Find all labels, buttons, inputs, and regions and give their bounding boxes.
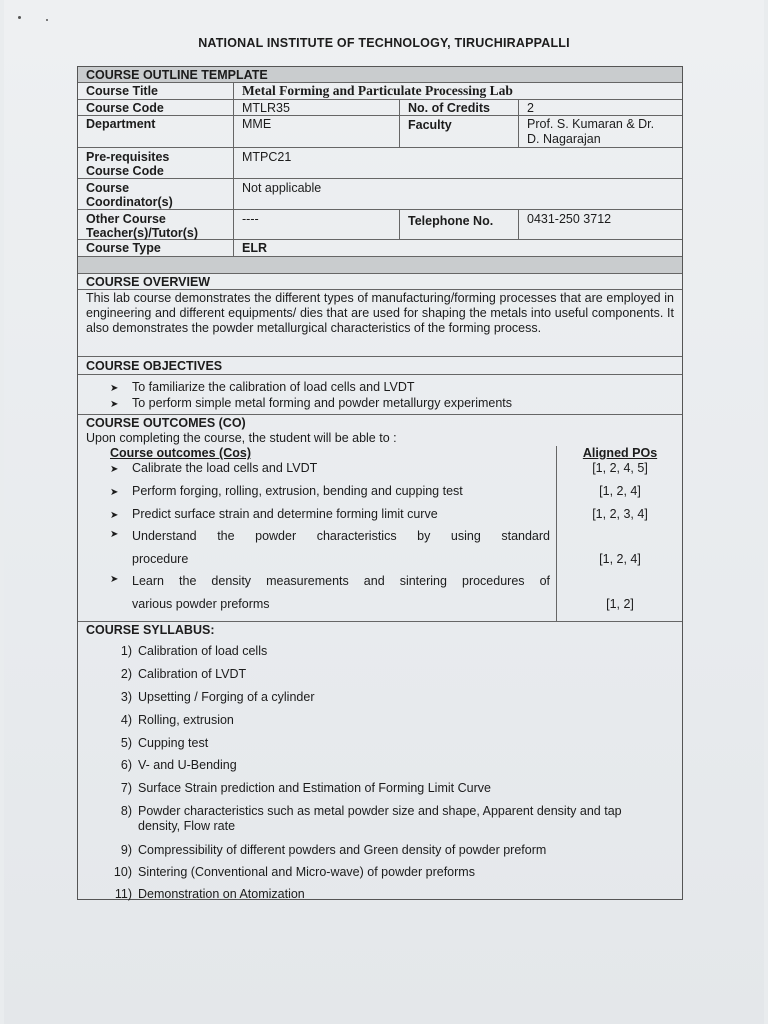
overview-body-row [78, 290, 682, 357]
other-teachers-label-line-2: Teacher(s)/Tutor(s) [86, 226, 199, 240]
course-type-row [78, 240, 682, 257]
syllabus-item-text: Powder characteristics such as metal powder size and shape, Apparent density and tap [138, 804, 622, 818]
prerequisites-value: MTPC21 [233, 148, 684, 178]
arrow-bullet-icon: ➤ [110, 487, 119, 498]
outcome-text-line-2: procedure [132, 552, 189, 566]
course-outline-table [77, 66, 683, 900]
overview-text: This lab course demonstrates the different types of manufacturing/forming processes that are employed in engineering and different equipments/ dies that are used for shaping the metals into useful components. It also demonstrates the powder metallurgical characteristics of the forming process. [86, 291, 674, 335]
syllabus-item-number: 11) [114, 887, 132, 901]
arrow-bullet-icon: ➤ [110, 529, 119, 540]
outcome-item [110, 484, 463, 498]
faculty-line-2: D. Nagarajan [527, 132, 601, 146]
arrow-bullet-icon: ➤ [110, 574, 119, 585]
course-code-value: MTLR35 [233, 100, 399, 115]
shaded-spacer-row [78, 257, 682, 274]
telephone-label: Telephone No. [399, 210, 518, 239]
other-teachers-label [78, 210, 233, 239]
template-title: COURSE OUTLINE TEMPLATE [86, 68, 268, 82]
arrow-bullet-icon: ➤ [110, 383, 119, 394]
outcome-pos: [1, 2, 4] [599, 552, 641, 566]
outcome-text-line-1: Understand the powder characteristics by using standard [132, 529, 550, 543]
outcome-pos: [1, 2] [606, 597, 634, 611]
course-type-label: Course Type [86, 241, 161, 255]
aligned-pos-column-header: Aligned POs [582, 446, 658, 460]
syllabus-item-number: 10) [113, 865, 132, 879]
outcome-text: Predict surface strain and determine forming limit curve [132, 507, 438, 521]
syllabus-item-text: Cupping test [138, 736, 209, 750]
syllabus-item-text: Surface Strain prediction and Estimation of Forming Limit Curve [138, 781, 491, 795]
course-code-label: Course Code [86, 101, 164, 115]
department-value: MME [233, 116, 399, 147]
outcomes-intro: Upon completing the course, the student will be able to : [86, 431, 397, 445]
syllabus-item [108, 887, 305, 902]
outcome-text: Perform forging, rolling, extrusion, bending and cupping test [132, 484, 463, 498]
syllabus-item [108, 736, 208, 751]
credits-value: 2 [518, 100, 684, 115]
overview-heading-row [78, 274, 682, 290]
syllabus-item-text: Compressibility of different powders and Green density of powder preform [138, 843, 547, 857]
syllabus-item [108, 667, 246, 682]
coordinator-value: Not applicable [233, 179, 684, 209]
outcome-text: Calibrate the load cells and LVDT [132, 461, 318, 475]
syllabus-item-text: Calibration of LVDT [138, 667, 247, 681]
objectives-heading-row [78, 357, 682, 375]
outcome-item [110, 529, 550, 566]
other-teachers-value: ---- [233, 210, 399, 239]
paper-speck [46, 19, 48, 21]
syllabus-item-text: Upsetting / Forging of a cylinder [138, 690, 315, 704]
syllabus-item-text: Demonstration on Atomization [138, 887, 305, 901]
prerequisites-label-line-2: Course Code [86, 164, 164, 178]
coordinator-row [78, 179, 682, 210]
arrow-bullet-icon: ➤ [110, 464, 119, 475]
arrow-bullet-icon: ➤ [110, 510, 119, 521]
other-teachers-row [78, 210, 682, 240]
prerequisites-row [78, 148, 682, 179]
syllabus-item [108, 781, 491, 796]
syllabus-item-number: 3) [120, 690, 132, 704]
prerequisites-label-line-1: Pre-requisites [86, 150, 170, 164]
syllabus-item [108, 690, 314, 705]
outcome-pos: [1, 2, 4] [599, 484, 641, 498]
outcome-item [110, 574, 550, 611]
course-code-row [78, 100, 682, 116]
template-title-row [78, 67, 682, 83]
objective-text: To perform simple metal forming and powder metallurgy experiments [132, 396, 513, 410]
syllabus-heading: COURSE SYLLABUS: [86, 623, 215, 637]
outcome-pos: [1, 2, 4, 5] [592, 461, 648, 475]
faculty-value [518, 116, 684, 147]
objective-text: To familiarize the calibration of load cells and LVDT [132, 380, 415, 394]
syllabus-item [108, 644, 267, 659]
syllabus-section [78, 622, 682, 901]
coordinator-label-line-1: Course [86, 181, 130, 195]
syllabus-item-number: 9) [120, 843, 132, 857]
other-teachers-label-line-1: Other Course [86, 212, 166, 226]
outcomes-heading: COURSE OUTCOMES (CO) [86, 416, 246, 430]
course-type-value: ELR [233, 240, 684, 256]
coordinator-label-line-2: Coordinator(s) [86, 195, 173, 209]
outcome-item [110, 461, 317, 475]
objective-item [110, 396, 512, 410]
course-title-label: Course Title [86, 84, 159, 98]
syllabus-item-number: 1) [120, 644, 132, 658]
syllabus-item-number: 6) [120, 758, 132, 772]
outcome-item [110, 507, 438, 521]
outcome-pos: [1, 2, 3, 4] [592, 507, 648, 521]
course-title-row [78, 83, 682, 100]
faculty-line-1: Prof. S. Kumaran & Dr. [527, 117, 655, 131]
telephone-value: 0431-250 3712 [518, 210, 684, 239]
faculty-label: Faculty [399, 116, 518, 147]
overview-heading: COURSE OVERVIEW [86, 275, 211, 289]
objectives-heading: COURSE OBJECTIVES [86, 359, 223, 373]
coordinator-label [78, 179, 233, 209]
syllabus-item-number: 2) [120, 667, 132, 681]
outcome-text-line-1: Learn the density measurements and sintering procedures of [132, 574, 550, 588]
syllabus-item-number: 7) [120, 781, 132, 795]
course-title-value: Metal Forming and Particulate Processing Lab [233, 83, 684, 99]
objective-item [110, 380, 415, 394]
syllabus-item-number: 5) [120, 736, 132, 750]
paper-speck [18, 16, 21, 19]
syllabus-item-text-continued: density, Flow rate [138, 819, 236, 833]
syllabus-item-text: Rolling, extrusion [138, 713, 234, 727]
syllabus-item [108, 843, 546, 858]
prerequisites-label [78, 148, 233, 178]
institute-heading: NATIONAL INSTITUTE OF TECHNOLOGY, TIRUCHIRAPPALLI [198, 36, 570, 50]
syllabus-item-text: Calibration of load cells [138, 644, 268, 658]
department-row [78, 116, 682, 148]
syllabus-item-number: 8) [120, 804, 132, 818]
syllabus-item-text: Sintering (Conventional and Micro-wave) of powder preforms [138, 865, 475, 879]
arrow-bullet-icon: ➤ [110, 399, 119, 410]
outcomes-column-header: Course outcomes (Cos) [110, 446, 251, 460]
syllabus-item-text-block [138, 804, 622, 834]
syllabus-item [108, 865, 475, 880]
syllabus-item-number: 4) [120, 713, 132, 727]
outcomes-section [78, 415, 682, 622]
objectives-body-row [78, 375, 682, 415]
syllabus-item [108, 713, 234, 728]
outcome-text-line-2: various powder preforms [132, 597, 270, 611]
department-label: Department [86, 117, 156, 131]
syllabus-item [108, 804, 622, 834]
syllabus-item-text: V- and U-Bending [138, 758, 237, 772]
syllabus-item [108, 758, 237, 773]
credits-label: No. of Credits [399, 100, 518, 115]
